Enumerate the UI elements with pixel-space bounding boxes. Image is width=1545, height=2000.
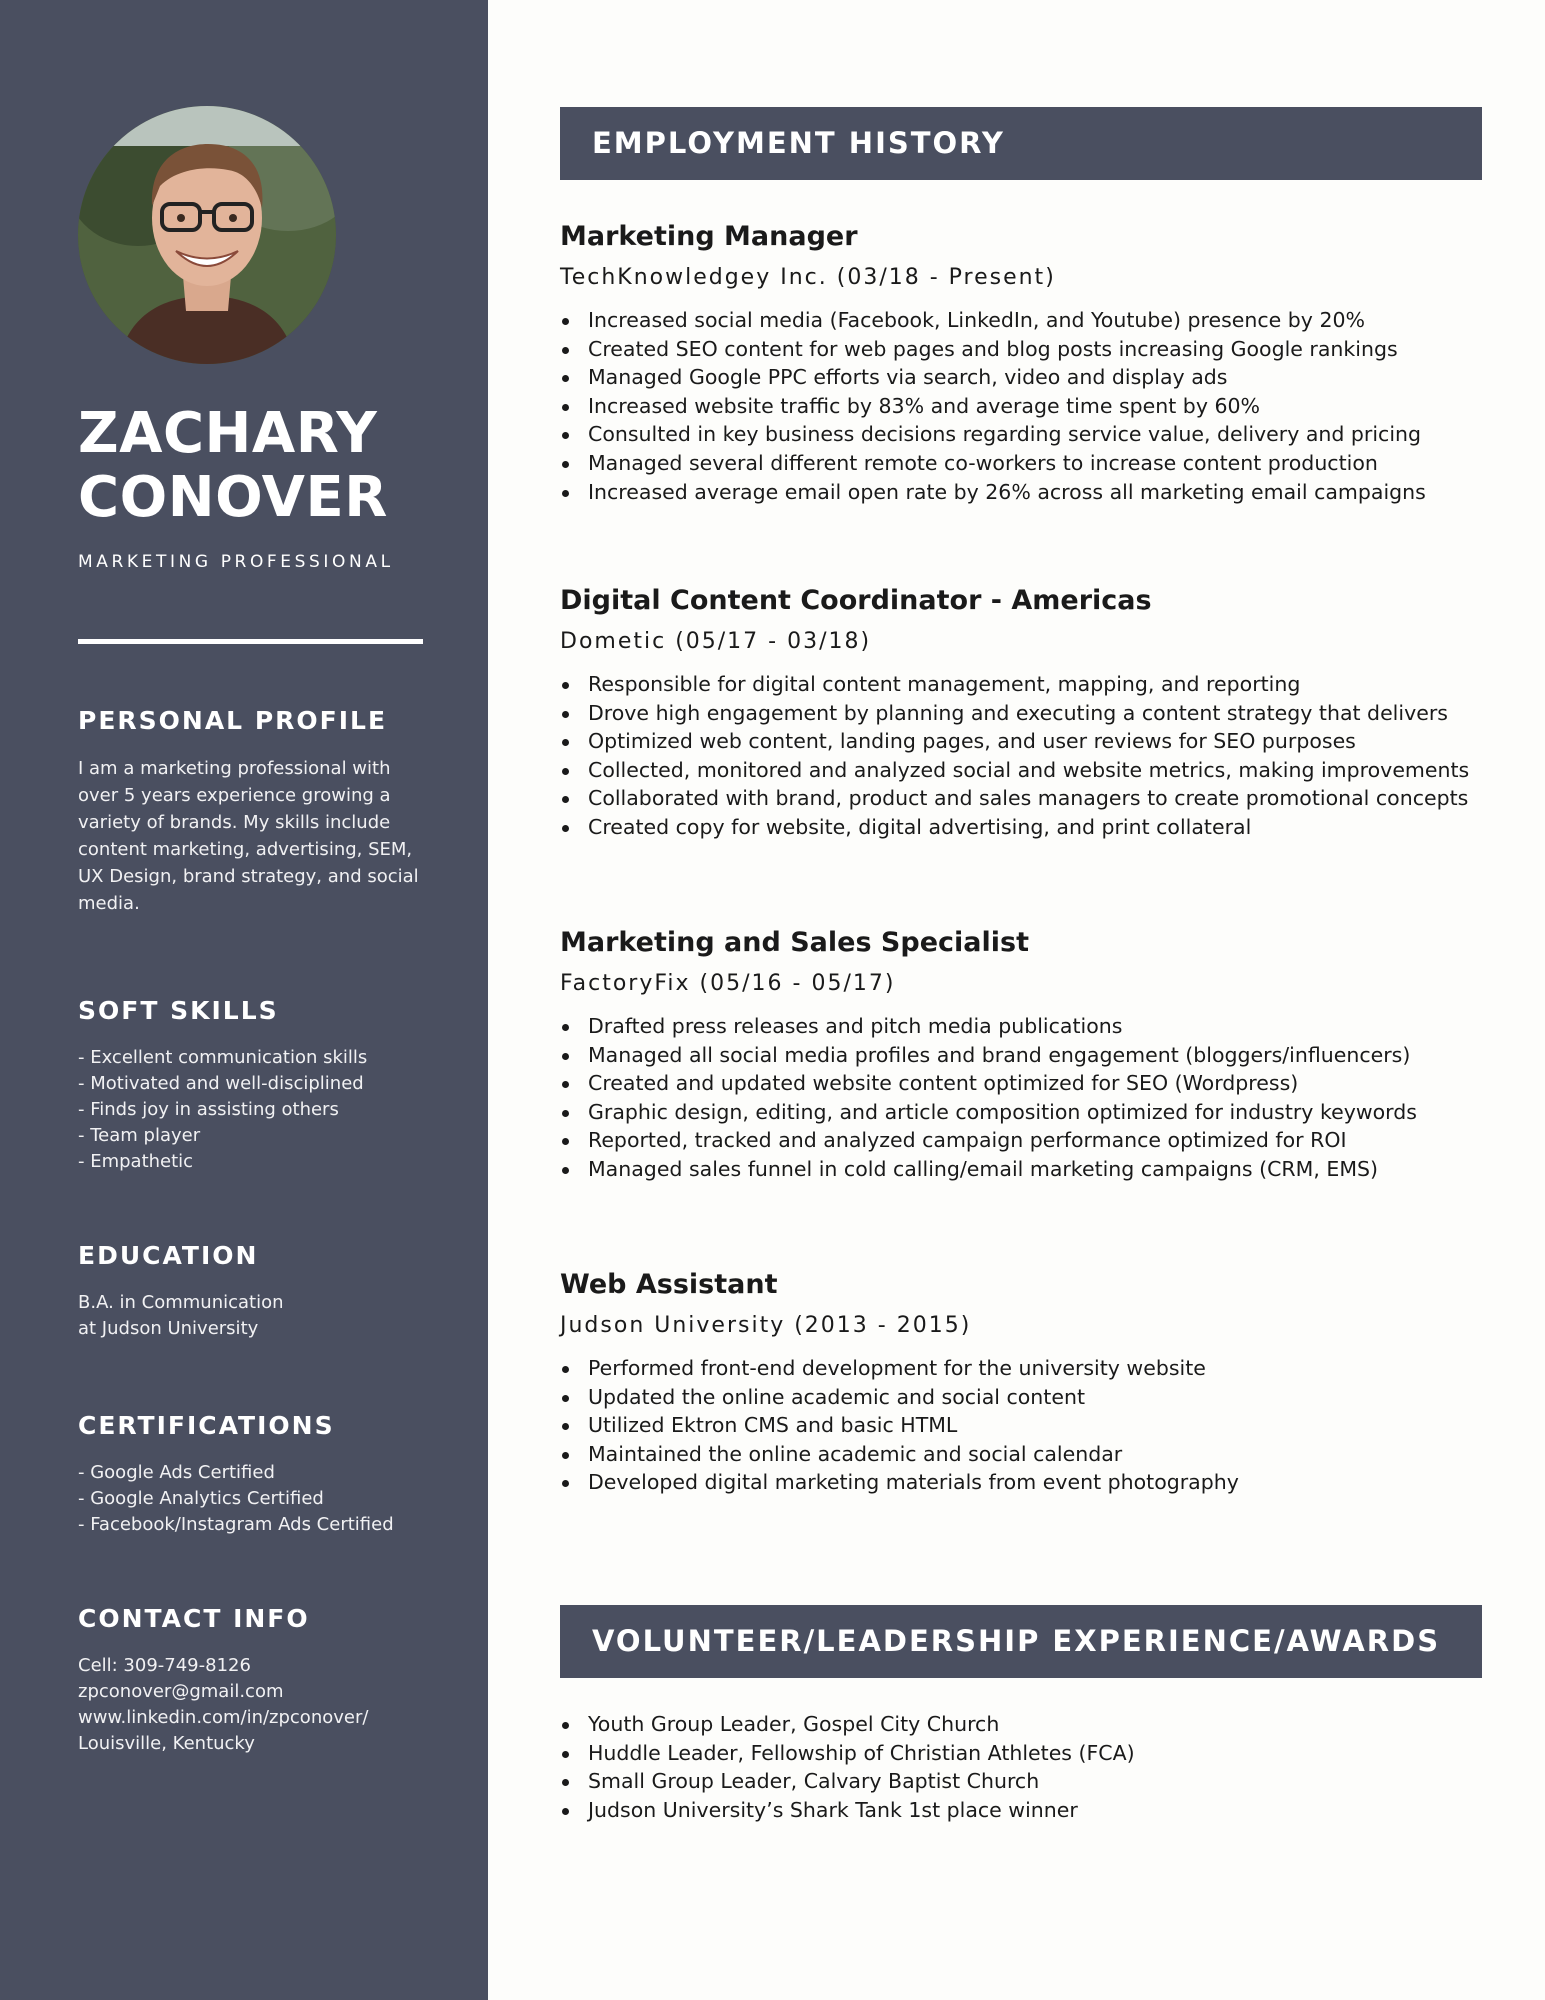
job-entry <box>560 584 1520 842</box>
profile-photo <box>78 106 336 364</box>
contact-phone: Cell: 309-749-8126 <box>78 1655 251 1676</box>
job-title: Digital Content Coordinator - Americas <box>560 585 1152 616</box>
list-item: Managed sales funnel in cold calling/email marketing campaigns (CRM, EMS) <box>560 1155 1520 1184</box>
job-company: Judson University (2013 - 2015) <box>560 1313 972 1338</box>
soft-skill-item: - Empathetic <box>78 1151 194 1172</box>
full-name <box>78 402 478 530</box>
list-item: Performed front-end development for the university website <box>560 1354 1520 1383</box>
soft-skill-item: - Motivated and well-disciplined <box>78 1073 364 1094</box>
education-school: at Judson University <box>78 1318 259 1339</box>
list-item: Managed all social media profiles and brand engagement (bloggers/influencers) <box>560 1041 1520 1070</box>
job-bullets <box>560 1354 1520 1497</box>
list-item: Judson University’s Shark Tank 1st place winner <box>560 1796 1520 1825</box>
sidebar <box>0 0 488 2000</box>
list-item: Increased average email open rate by 26% across all marketing email campaigns <box>560 478 1520 507</box>
list-item: Drove high engagement by planning and executing a content strategy that delivers <box>560 699 1520 728</box>
certification-item: - Google Analytics Certified <box>78 1488 324 1509</box>
job-bullets <box>560 1012 1520 1184</box>
list-item: Managed Google PPC efforts via search, video and display ads <box>560 363 1520 392</box>
contact-linkedin[interactable]: www.linkedin.com/in/zpconover/ <box>78 1707 369 1728</box>
contact-heading: CONTACT INFO <box>78 1604 310 1633</box>
list-item: Increased website traffic by 83% and average time spent by 60% <box>560 392 1520 421</box>
last-name: CONOVER <box>78 465 388 530</box>
list-item: Small Group Leader, Calvary Baptist Church <box>560 1767 1520 1796</box>
job-entry <box>560 220 1520 506</box>
list-item: Responsible for digital content management, mapping, and reporting <box>560 670 1520 699</box>
list-item: Consulted in key business decisions regarding service value, delivery and pricing <box>560 420 1520 449</box>
list-item: Developed digital marketing materials from event photography <box>560 1468 1520 1497</box>
volunteer-heading: VOLUNTEER/LEADERSHIP EXPERIENCE/AWARDS <box>560 1605 1482 1678</box>
soft-skill-item: - Team player <box>78 1125 201 1146</box>
certification-item: - Facebook/Instagram Ads Certified <box>78 1514 394 1535</box>
sidebar-divider <box>78 639 423 644</box>
list-item: Created SEO content for web pages and blog posts increasing Google rankings <box>560 335 1520 364</box>
list-item: Increased social media (Facebook, LinkedIn, and Youtube) presence by 20% <box>560 306 1520 335</box>
list-item: Created and updated website content optimized for SEO (Wordpress) <box>560 1069 1520 1098</box>
job-company: FactoryFix (05/16 - 05/17) <box>560 971 896 996</box>
list-item: Huddle Leader, Fellowship of Christian Athletes (FCA) <box>560 1739 1520 1768</box>
first-name: ZACHARY <box>78 401 378 466</box>
volunteer-section <box>560 1710 1520 1824</box>
list-item: Updated the online academic and social content <box>560 1383 1520 1412</box>
list-item: Youth Group Leader, Gospel City Church <box>560 1710 1520 1739</box>
soft-skill-item: - Finds joy in assisting others <box>78 1099 339 1120</box>
education-heading: EDUCATION <box>78 1241 259 1270</box>
soft-skills-heading: SOFT SKILLS <box>78 996 279 1025</box>
job-title: Marketing Manager <box>560 221 858 252</box>
job-title: Marketing and Sales Specialist <box>560 927 1029 958</box>
list-item: Created copy for website, digital advertising, and print collateral <box>560 813 1520 842</box>
certifications-heading: CERTIFICATIONS <box>78 1411 335 1440</box>
job-title: Web Assistant <box>560 1269 778 1300</box>
job-company: TechKnowledgey Inc. (03/18 - Present) <box>560 265 1056 290</box>
contact-location: Louisville, Kentucky <box>78 1733 255 1754</box>
personal-profile-text: I am a marketing professional with over 5 years experience growing a variety of brands. My skills include content marketing, advertising, SEM, UX Design, brand strategy, and social media. <box>78 758 419 914</box>
education-degree: B.A. in Communication <box>78 1292 284 1313</box>
certifications-section <box>78 1411 438 1538</box>
personal-profile-heading: PERSONAL PROFILE <box>78 706 388 735</box>
portrait-image <box>78 106 336 364</box>
certification-item: - Google Ads Certified <box>78 1462 275 1483</box>
contact-email[interactable]: zpconover@gmail.com <box>78 1681 284 1702</box>
list-item: Managed several different remote co-workers to increase content production <box>560 449 1520 478</box>
job-bullets <box>560 306 1520 506</box>
list-item: Collaborated with brand, product and sales managers to create promotional concepts <box>560 784 1520 813</box>
employment-heading: EMPLOYMENT HISTORY <box>560 107 1482 180</box>
job-bullets <box>560 670 1520 842</box>
list-item: Maintained the online academic and social calendar <box>560 1440 1520 1469</box>
education-section <box>78 1241 438 1342</box>
job-entry <box>560 1268 1520 1497</box>
personal-profile-section <box>78 706 438 917</box>
list-item: Reported, tracked and analyzed campaign performance optimized for ROI <box>560 1126 1520 1155</box>
soft-skills-section <box>78 996 438 1175</box>
soft-skill-item: - Excellent communication skills <box>78 1047 368 1068</box>
list-item: Drafted press releases and pitch media publications <box>560 1012 1520 1041</box>
list-item: Graphic design, editing, and article composition optimized for industry keywords <box>560 1098 1520 1127</box>
job-entry <box>560 926 1520 1184</box>
job-company: Dometic (05/17 - 03/18) <box>560 629 872 654</box>
list-item: Optimized web content, landing pages, and user reviews for SEO purposes <box>560 727 1520 756</box>
list-item: Collected, monitored and analyzed social and website metrics, making improvements <box>560 756 1520 785</box>
contact-section <box>78 1604 438 1757</box>
list-item: Utilized Ektron CMS and basic HTML <box>560 1411 1520 1440</box>
volunteer-bullets <box>560 1710 1520 1824</box>
job-role: MARKETING PROFESSIONAL <box>78 552 394 572</box>
